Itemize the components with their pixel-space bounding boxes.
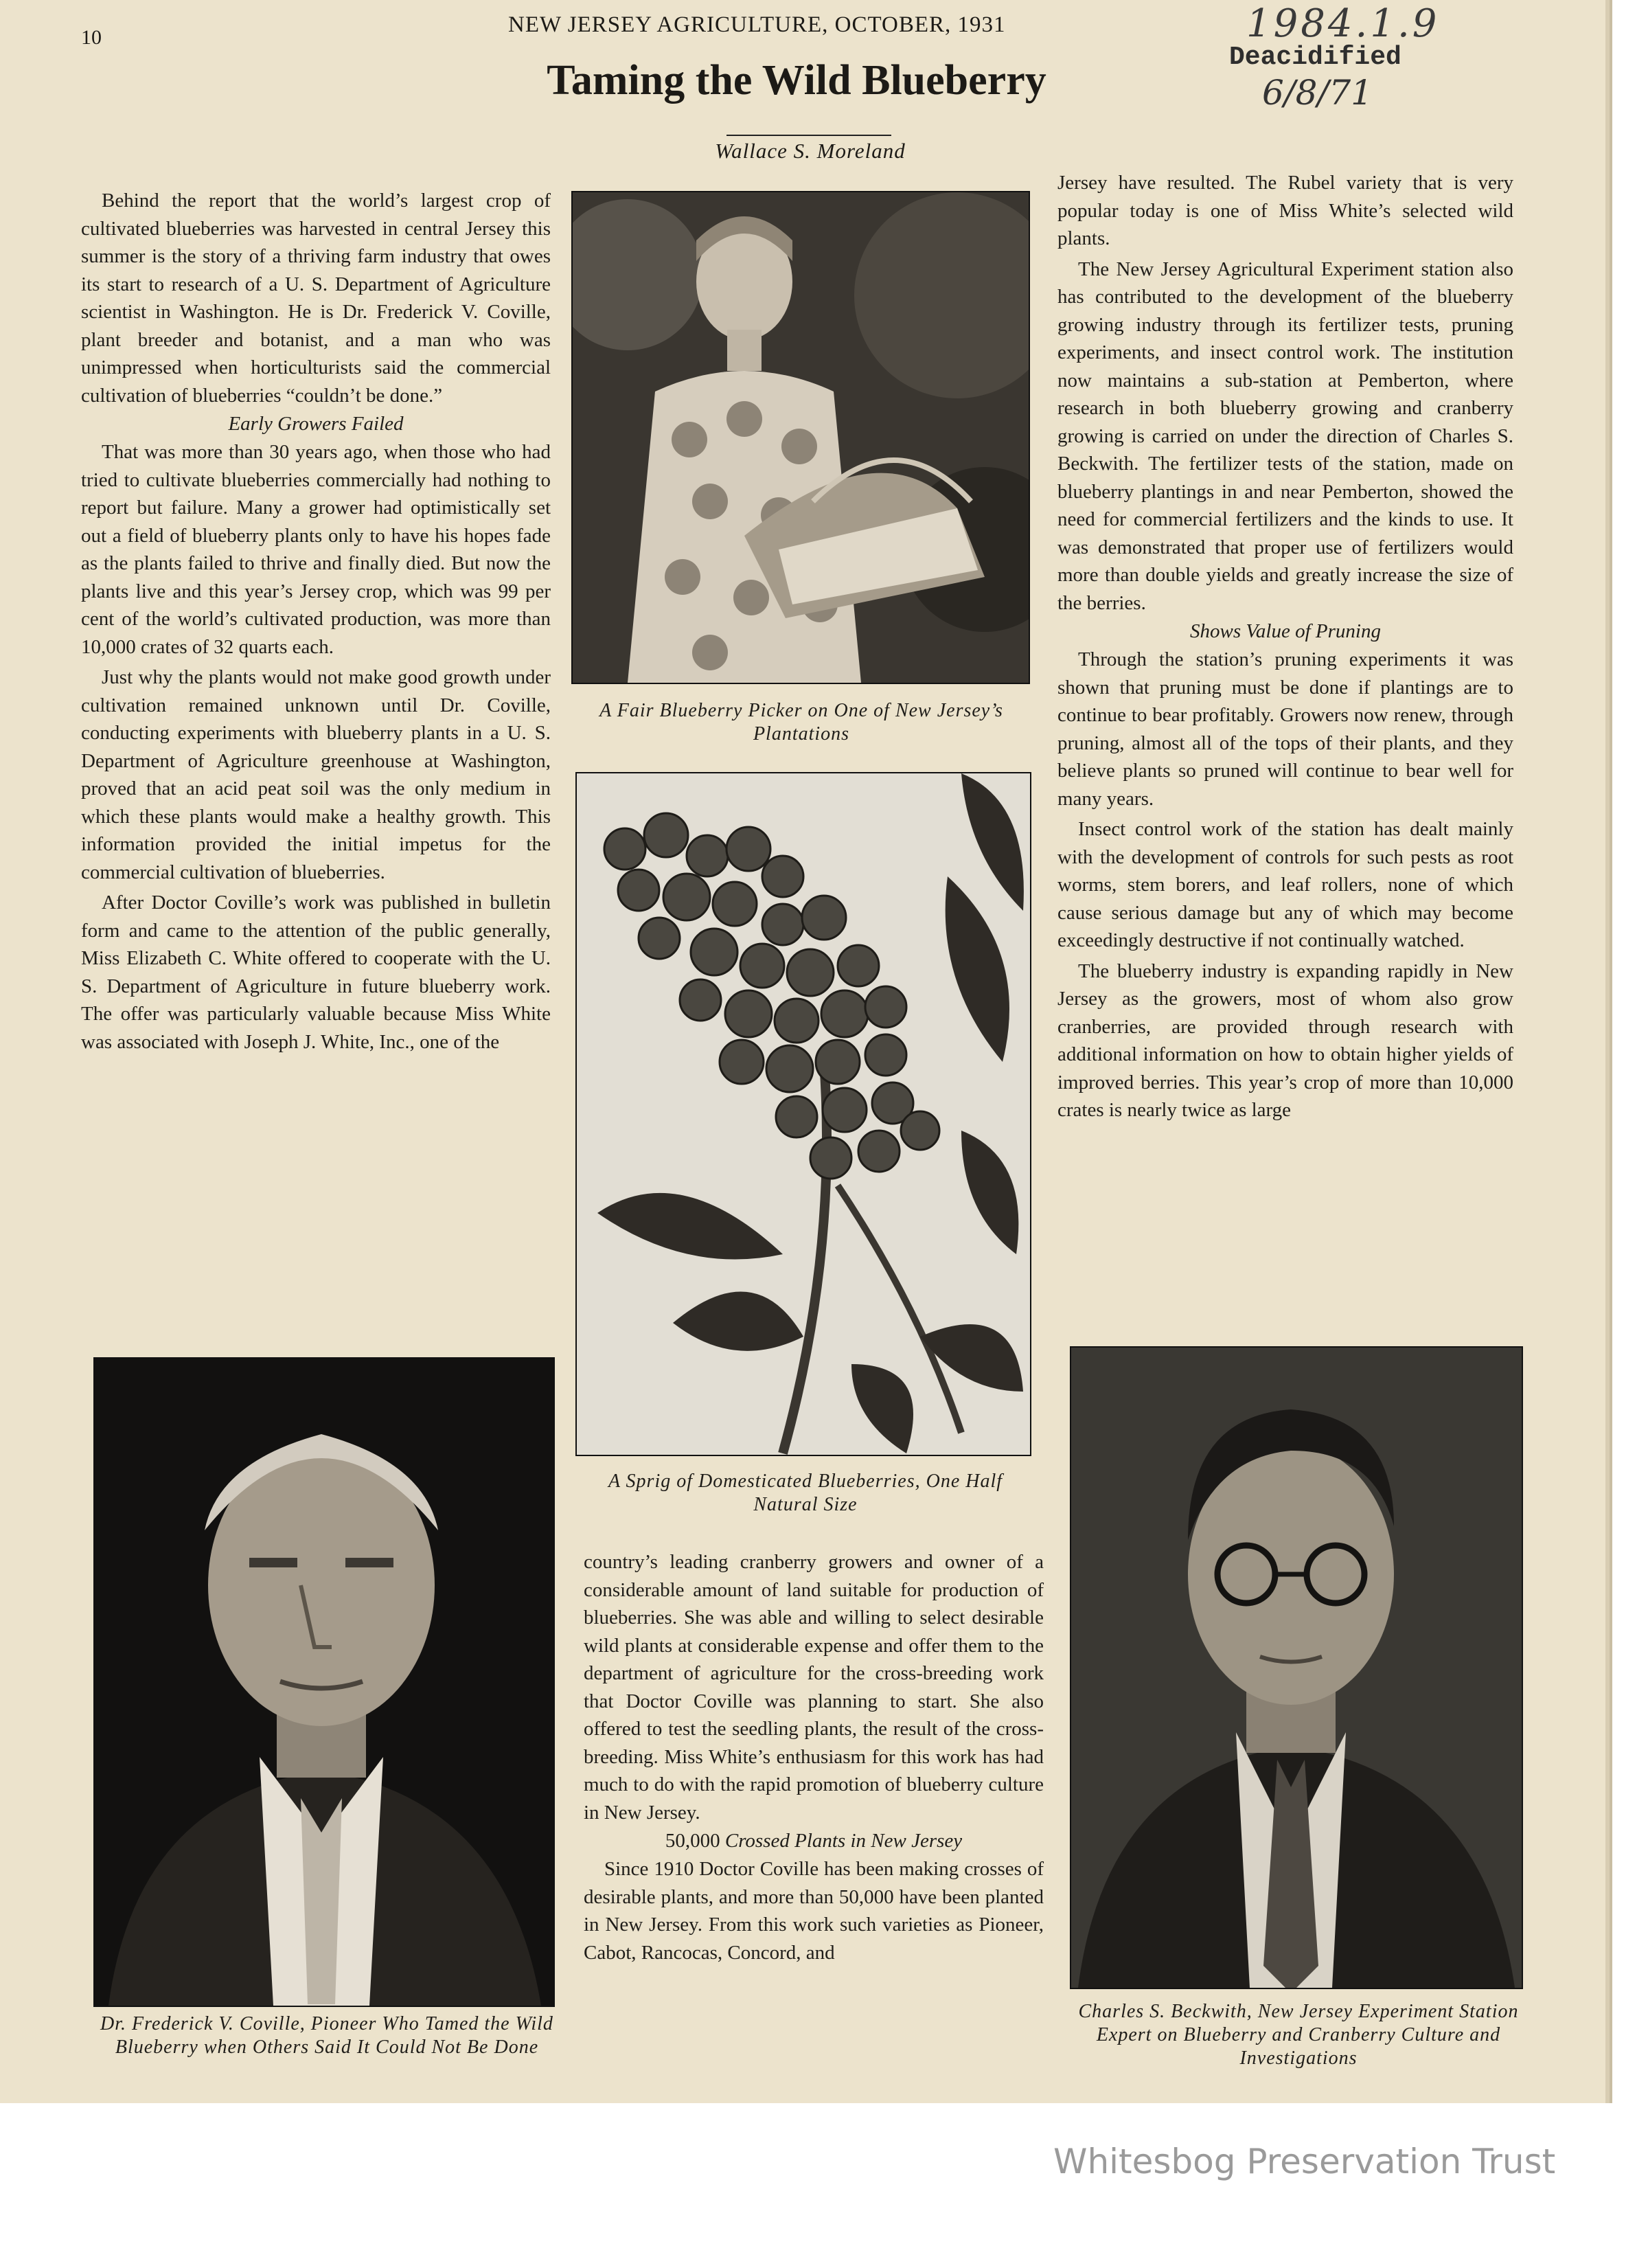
paragraph: Insect control work of the station has dealt mainly with the development of controls for such pests as root worms, stem borers, and leaf rollers, none of which cause serious damage but any of which may become exceedingly destructive if not continually watched. [1057,818,1513,951]
archive-watermark: Whitesbog Preservation Trust [1053,2142,1556,2181]
beckwith-portrait-image [1071,1348,1522,1988]
subheading: Early Growers Failed [228,413,404,435]
coville-caption: Dr. Frederick V. Coville, Pioneer Who Tamed the Wild Blueberry when Others Said It Could Not Be Done [100,2013,553,2058]
coville-portrait-image [95,1359,553,2006]
paragraph: That was more than 30 years ago, when those who had tried to cultivate blueberries commercially had nothing to report but failure. Many a grower had optimistically set out a field of blueberry plants only to have his hopes fade as the plants failed to thrive and finally died. But now the plants live and this year’s Jersey crop, which was 99 per cent of the world’s cultivated production, was more than 10,000 crates of 32 quarts each. [81,441,551,658]
paragraph: The blueberry industry is expanding rapidly in New Jersey as the growers, most of whom also grow cranberries, are provided through research with additional information on how to obtain higher yields of improved berries. This year’s crop of more than 10,000 crates is nearly twice as large [1057,960,1513,1121]
paragraph: country’s leading cranberry growers and owner of a considerable amount of land suitable for production of blueberries. She was able and willing to select desirable wild plants at considerable expense and offer them to the department of agriculture for the cross-breeding work that Doctor Coville was planning to start. She also offered to test the seedling plants, the result of the cross-breeding. Miss White’s enthusiasm for this work has had much to do with the rapid promotion of blueberry culture in New Jersey. [584,1551,1044,1824]
beckwith-portrait-photo [1070,1346,1523,1989]
subheading [584,1826,1044,1855]
column-2 [584,1548,1044,1966]
subheading-text: Crossed Plants in New Jersey [724,1830,963,1852]
beckwith-caption: Charles S. Beckwith, New Jersey Experiment Station Expert on Blueberry and Cranberry Culture and Investigations [1078,2001,1519,2069]
page-number: 10 [81,26,102,49]
subheading: Shows Value of Pruning [1190,620,1381,642]
subheading-number: 50,000 [665,1830,720,1852]
handwritten-accession-number: 1984.1.9 [1246,1,1440,46]
picker-photo-image [573,192,1029,683]
picker-caption: A Fair Blueberry Picker on One of New Jersey’s Plantations [599,700,1003,745]
running-head: NEW JERSEY AGRICULTURE, OCTOBER, 1931 [508,12,1006,37]
paragraph: Behind the report that the world’s largest crop of cultivated blueberries was harvested in central Jersey this summer is the story of a thriving farm industry that owes its start to research of a U. S. Department of Agriculture scientist in Washington. He is Dr. Frederick V. Coville, plant breeder and botanist, and a man who was unimpressed when horticulturists said the commercial cultivation of blueberries “couldn’t be done.” [81,190,551,407]
column-1 [81,187,551,1056]
title-rule [726,135,891,136]
coville-portrait-photo [93,1357,555,2007]
blueberry-sprig-photo [575,772,1031,1456]
paragraph: The New Jersey Agricultural Experiment station also has contributed to the development of the blueberry growing industry through its fertilizer tests, pruning experiments, and insect control work. The institution now maintains a sub-station at Pemberton, where research in both blueberry growing and cranberry growing is carried on under the direction of Charles S. Beckwith. The fertilizer tests of the station, made on blueberry plantings in and near Pemberton, showed the need for commercial fertilizers and the kinds to use. It was demonstrated that proper use of fertilizers would more than double yields and greatly increase the size of the berries. [1057,258,1513,614]
handwritten-date: 6/8/71 [1262,73,1373,113]
sprig-photo-image [577,773,1030,1455]
column-3 [1057,169,1513,1124]
paragraph: Jersey have resulted. The Rubel variety that is very popular today is one of Miss White’s selected wild plants. [1057,172,1513,249]
paragraph: Through the station’s pruning experiments it was shown that pruning must be done if plantings are to continue to bear profitably. Growers now renew, through pruning, almost all of the tops of their plants, and they believe plants so pruned will continue to bear well for many years. [1057,648,1513,810]
article-title: Taming the Wild Blueberry [547,57,1046,104]
paragraph: Just why the plants would not make good growth under cultivation remained unknown until Dr. Coville, conducting experiments with blueberry plants in a U. S. Department of Agriculture greenhouse at Washington, proved that an acid peat soil was the only medium in which these plants would make a healthy growth. This information provided the initial impetus for the commercial cultivation of blueberries. [81,666,551,883]
blueberry-picker-photo [571,191,1030,684]
paragraph: Since 1910 Doctor Coville has been making crosses of desirable plants, and more than 50,000 have been planted in New Jersey. From this work such varieties as Pioneer, Cabot, Rancocas, Concord, and [584,1858,1044,1964]
paragraph: After Doctor Coville’s work was published in bulletin form and came to the attention of the public generally, Miss Elizabeth C. White offered to cooperate with the U. S. Department of Agriculture in future blueberry work. The offer was particularly valuable because Miss White was associated with Joseph J. White, Inc., one of the [81,892,551,1053]
sprig-caption: A Sprig of Domesticated Blueberries, One Half Natural Size [608,1471,1003,1515]
byline: Wallace S. Moreland [715,139,906,163]
deacidified-stamp: Deacidified [1229,43,1401,72]
